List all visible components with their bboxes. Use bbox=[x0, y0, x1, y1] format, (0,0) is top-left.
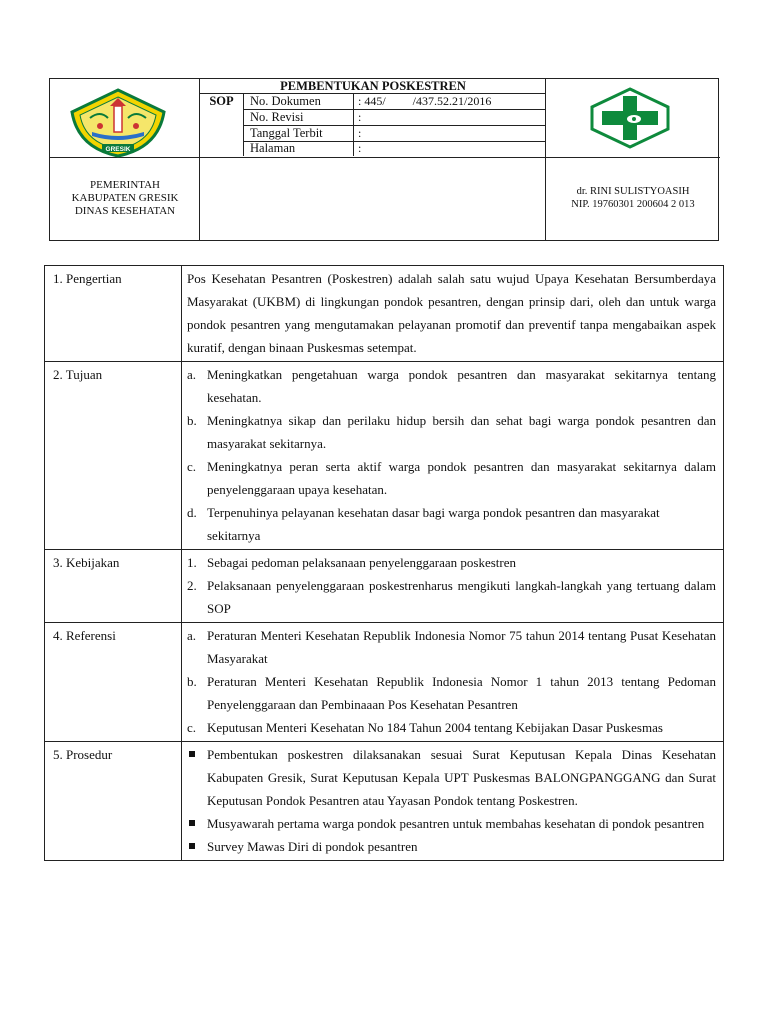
section-label: 5. Prosedur bbox=[45, 742, 182, 861]
list-item bbox=[187, 670, 716, 716]
halaman-value: : bbox=[358, 141, 362, 155]
signatory-nip: NIP. 19760301 200604 2 013 bbox=[571, 199, 695, 210]
divider bbox=[545, 79, 546, 240]
org-line: PEMERINTAH bbox=[89, 179, 160, 191]
list-marker: 1. bbox=[187, 555, 197, 570]
sop-header bbox=[49, 78, 719, 241]
list-marker: c. bbox=[187, 459, 197, 474]
list-marker: c. bbox=[187, 720, 197, 735]
list-marker: a. bbox=[187, 367, 197, 382]
bullet-icon bbox=[187, 743, 207, 812]
section-label: 1. Pengertian bbox=[45, 266, 182, 362]
tanggal-terbit-label: Tanggal Terbit bbox=[250, 126, 323, 140]
list-text: Sebagai pedoman pelaksanaan penyelenggaraan poskestren bbox=[207, 555, 516, 570]
svg-text:GRESIK: GRESIK bbox=[105, 146, 131, 153]
list-marker: a. bbox=[187, 628, 197, 643]
no-dokumen-label: No. Dokumen bbox=[250, 94, 321, 108]
section-label: 4. Referensi bbox=[45, 623, 182, 742]
list-text: Peraturan Menteri Kesehatan Republik Indonesia Nomor 1 tahun 2013 tentang Pedoman Penyelenggaraan dan Pembinaaan Pos Kesehatan Pesantren bbox=[207, 674, 716, 712]
list-text: Meningkatnya peran serta aktif warga pondok pesantren dan masyarakat sekitarnya dalam penyelenggaraan upaya kesehatan. bbox=[207, 459, 716, 497]
list-item bbox=[187, 574, 716, 620]
no-revisi-label: No. Revisi bbox=[250, 110, 304, 124]
list-marker: b. bbox=[187, 674, 197, 689]
section-row-prosedur bbox=[45, 742, 724, 861]
section-row-referensi bbox=[45, 623, 724, 742]
bullet-icon bbox=[187, 835, 207, 858]
list-item bbox=[187, 812, 716, 835]
list-item bbox=[187, 551, 716, 574]
list-item bbox=[187, 716, 716, 739]
document-title: PEMBENTUKAN POSKESTREN bbox=[280, 79, 466, 93]
list-text: Keputusan Menteri Kesehatan No 184 Tahun 2004 tentang Kebijakan Dasar Puskesmas bbox=[207, 720, 663, 735]
org-line: KABUPATEN GRESIK bbox=[71, 192, 179, 204]
gresik-regency-logo bbox=[70, 88, 166, 158]
list-marker: d. bbox=[187, 505, 197, 520]
list-text: Survey Mawas Diri di pondok pesantren bbox=[207, 839, 418, 854]
section-label: 2. Tujuan bbox=[45, 362, 182, 550]
list-item bbox=[187, 624, 716, 670]
list-text: Meningkatnya sikap dan perilaku hidup bersih dan sehat bagi warga pondok pesantren dan masyarakat sekitarnya. bbox=[207, 413, 716, 451]
list-item bbox=[187, 363, 716, 409]
sop-content-table bbox=[44, 265, 724, 861]
no-dokumen-value: : 445/ /437.52.21/2016 bbox=[358, 94, 492, 108]
list-text: Peraturan Menteri Kesehatan Republik Indonesia Nomor 75 tahun 2014 tentang Pusat Kesehatan Masyarakat bbox=[207, 628, 716, 666]
tanggal-terbit-value: : bbox=[358, 126, 362, 140]
list-item bbox=[187, 501, 716, 547]
section-row-tujuan bbox=[45, 362, 724, 550]
section-row-pengertian bbox=[45, 266, 724, 362]
list-text: Terpenuhinya pelayanan kesehatan dasar bagi warga pondok pesantren dan masyarakat sekitarnya bbox=[207, 505, 660, 543]
section-row-kebijakan bbox=[45, 550, 724, 623]
signatory-name: dr. RINI SULISTYOASIH bbox=[576, 186, 690, 197]
list-item bbox=[187, 409, 716, 455]
list-item bbox=[187, 455, 716, 501]
halaman-label: Halaman bbox=[250, 141, 296, 155]
no-revisi-value: : bbox=[358, 110, 362, 124]
list-item bbox=[187, 743, 716, 812]
list-text: Pelaksanaan penyelenggaraan poskestrenharus mengikuti langkah-langkah yang tertuang dalam SOP bbox=[207, 578, 716, 616]
section-label: 3. Kebijakan bbox=[45, 550, 182, 623]
list-text: Musyawarah pertama warga pondok pesantren untuk membahas kesehatan di pondok pesantren bbox=[207, 816, 705, 831]
signatory bbox=[546, 185, 720, 211]
list-marker: b. bbox=[187, 413, 197, 428]
list-text: Meningkatkan pengetahuan warga pondok pesantren dan masyarakat sekitarnya tentang kesehatan. bbox=[207, 367, 716, 405]
list-item bbox=[187, 835, 716, 858]
org-line: DINAS KESEHATAN bbox=[74, 205, 176, 217]
sop-label: SOP bbox=[209, 94, 234, 108]
definition-text: Pos Kesehatan Pesantren (Poskestren) adalah salah satu wujud Upaya Kesehatan Bersumberdaya Masyarakat (UKBM) di lingkungan pondok pesantren, dengan prinsip dari, oleh dan untuk warga pondok pesantren yang mengutamakan pelayanan promotif dan preventif tanpa mengabaikan aspek kuratif, dengan binaan Puskesmas setempat. bbox=[187, 271, 716, 355]
list-text: Pembentukan poskestren dilaksanakan sesuai Surat Keputusan Kepala Dinas Kesehatan Kabupaten Gresik, Surat Keputusan Kepala UPT Puskesmas BALONGPANGGANG dan Surat Keputusan Pondok Pesantren atau Yayasan Pondok tentang Poskestren. bbox=[207, 747, 716, 808]
organization-name bbox=[50, 179, 200, 218]
list-marker: 2. bbox=[187, 578, 197, 593]
bullet-icon bbox=[187, 812, 207, 835]
health-cross-logo bbox=[590, 87, 670, 149]
